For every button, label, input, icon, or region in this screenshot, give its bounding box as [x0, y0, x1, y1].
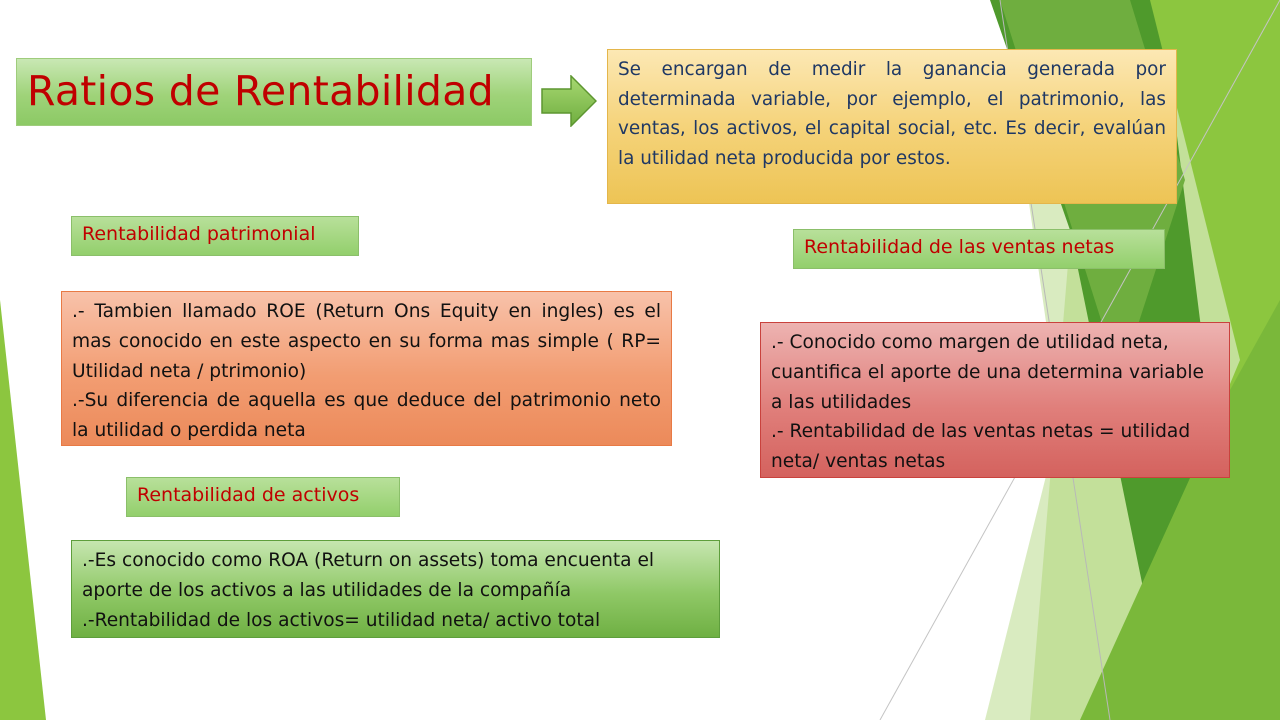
activos-line-2: .-Rentabilidad de los activos= utilidad neta/ activo total [82, 609, 601, 631]
patrimonial-description-box [61, 291, 672, 446]
definition-box [607, 49, 1177, 204]
right-arrow-icon [541, 75, 597, 127]
ventas-description-box [760, 322, 1230, 478]
title-box [16, 58, 532, 126]
slide-title: Ratios de Rentabilidad [27, 67, 494, 115]
definition-text: Se encargan de medir la ganancia generada por determinada variable, por ejemplo, el patrimonio, las ventas, los activos, el capital social, etc. Es decir, evalúan la utilidad neta producida por estos. [618, 59, 1166, 169]
patrimonial-line-2: .-Su diferencia de aquella es que deduce del patrimonio neto la utilidad o perdida neta [72, 390, 661, 442]
activos-description-box [71, 540, 720, 638]
patrimonial-line-1: .- Tambien llamado ROE (Return Ons Equity en ingles) es el mas conocido en este aspecto en su forma mas simple ( RP= Utilidad neta / ptrimonio) [72, 301, 661, 382]
ventas-line-1: .- Conocido como margen de utilidad neta, cuantifica el aporte de una determina variable a las utilidades [771, 332, 1204, 413]
label-rentabilidad-patrimonial: Rentabilidad patrimonial [71, 216, 359, 256]
ventas-line-2: .- Rentabilidad de las ventas netas = utilidad neta/ ventas netas [771, 421, 1191, 473]
label-rentabilidad-ventas-netas: Rentabilidad de las ventas netas [793, 229, 1165, 269]
label-rentabilidad-activos: Rentabilidad de activos [126, 477, 400, 517]
activos-line-1: .-Es conocido como ROA (Return on assets) toma encuenta el aporte de los activos a las utilidades de la compañía [82, 550, 655, 601]
left-green-stripe [0, 300, 46, 720]
